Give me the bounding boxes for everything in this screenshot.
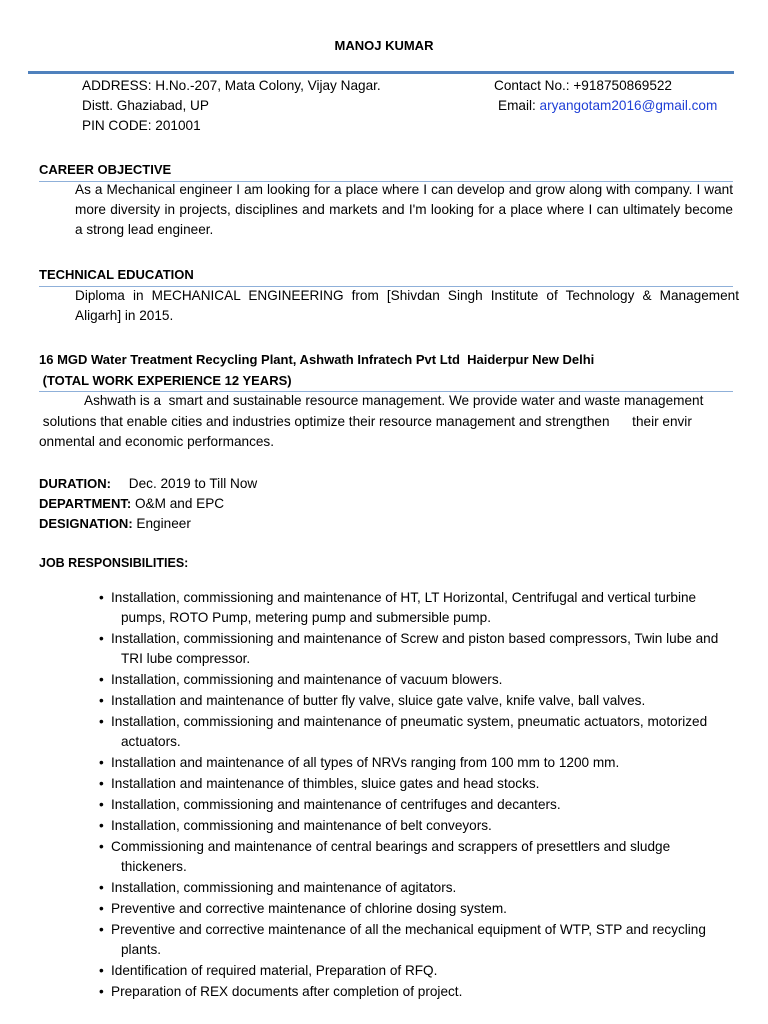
responsibility-item (99, 795, 732, 815)
resume-name: MANOJ KUMAR (334, 38, 434, 53)
responsibility-item (99, 920, 732, 960)
total-experience: (TOTAL WORK EXPERIENCE 12 YEARS) (39, 373, 292, 388)
experience-title: 16 MGD Water Treatment Recycling Plant, Ashwath Infratech Pvt Ltd Haiderpur New Delhi (39, 352, 595, 367)
responsibility-text: actuators. (121, 734, 181, 749)
duration-label: DURATION: (39, 476, 111, 491)
department-value: O&M and EPC (131, 496, 225, 511)
address-block (82, 76, 482, 136)
designation-value: Engineer (132, 516, 191, 531)
email-row (494, 96, 754, 116)
responsibility-text: Preventive and corrective maintenance of chlorine dosing system. (111, 901, 507, 916)
bullet-icon: • (99, 693, 104, 708)
header-divider (28, 71, 734, 74)
responsibility-item (99, 837, 732, 877)
responsibility-item (99, 878, 732, 898)
email-label: Email: (498, 98, 540, 113)
bullet-icon: • (99, 672, 104, 687)
responsibility-text: Installation and maintenance of thimbles, sluice gates and head stocks. (111, 776, 540, 791)
responsibilities-list (99, 588, 732, 1003)
responsibility-text: Installation and maintenance of butter fly valve, sluice gate valve, knife valve, ball valves. (111, 693, 646, 708)
responsibility-text: Installation, commissioning and maintenance of vacuum blowers. (111, 672, 503, 687)
designation-row (39, 514, 191, 534)
responsibility-item (99, 588, 732, 628)
technical-education-heading: TECHNICAL EDUCATION (39, 267, 194, 282)
responsibility-text: TRI lube compressor. (121, 651, 251, 666)
responsibility-text: Identification of required material, Preparation of RFQ. (111, 963, 438, 978)
responsibility-text: Preparation of REX documents after completion of project. (111, 984, 463, 999)
bullet-icon: • (99, 818, 104, 833)
technical-education-text: Diploma in MECHANICAL ENGINEERING from [Shivdan Singh Institute of Technology & Management Aligarh] in 2015. (75, 288, 739, 323)
responsibility-text: Installation, commissioning and maintenance of Screw and piston based compressors, Twin lube and (111, 631, 719, 646)
bullet-icon: • (99, 755, 104, 770)
responsibility-text: Installation and maintenance of all types of NRVs ranging from 100 mm to 1200 mm. (111, 755, 620, 770)
responsibility-text: thickeners. (121, 859, 187, 874)
responsibility-item (99, 670, 732, 690)
responsibility-text: Installation, commissioning and maintenance of belt conveyors. (111, 818, 492, 833)
career-objective-text: As a Mechanical engineer I am looking for a place where I can develop and grow along with company. I want more diversity in projects, disciplines and markets and I'm looking for a place where I can ultimately become a strong lead engineer. (75, 182, 733, 237)
bullet-icon: • (99, 631, 104, 646)
responsibility-item (99, 691, 732, 711)
company-description-line: onmental and economic performances. (39, 434, 274, 449)
job-responsibilities-heading: JOB RESPONSIBILITIES: (39, 556, 189, 570)
bullet-icon: • (99, 797, 104, 812)
designation-label: DESIGNATION: (39, 516, 133, 531)
pin-code: PIN CODE: 201001 (82, 118, 201, 133)
responsibility-text: plants. (121, 942, 162, 957)
bullet-icon: • (99, 714, 104, 729)
contact-block (494, 76, 754, 116)
department-label: DEPARTMENT: (39, 496, 132, 511)
bullet-icon: • (99, 901, 104, 916)
duration-row (39, 474, 257, 494)
email-link[interactable]: aryangotam2016@gmail.com (539, 98, 718, 113)
career-objective-heading: CAREER OBJECTIVE (39, 162, 172, 177)
bullet-icon: • (99, 963, 104, 978)
bullet-icon: • (99, 984, 104, 999)
company-description-line: solutions that enable cities and industries optimize their resource management and strengthen their envir (39, 414, 692, 429)
bullet-icon: • (99, 839, 104, 854)
bullet-icon: • (99, 922, 104, 937)
address-line: ADDRESS: H.No.-207, Mata Colony, Vijay Nagar. (82, 78, 381, 93)
responsibility-text: Commissioning and maintenance of central bearings and scrappers of presettlers and sludge (111, 839, 671, 854)
company-description-line: Ashwath is a smart and sustainable resource management. We provide water and waste management (84, 393, 704, 408)
responsibility-item (99, 816, 732, 836)
responsibility-text: Installation, commissioning and maintenance of HT, LT Horizontal, Centrifugal and vertical turbine (111, 590, 697, 605)
responsibility-item (99, 961, 732, 981)
responsibility-text: Installation, commissioning and maintenance of agitators. (111, 880, 457, 895)
responsibility-text: Installation, commissioning and maintenance of pneumatic system, pneumatic actuators, motorized (111, 714, 708, 729)
duration-value: Dec. 2019 to Till Now (128, 476, 258, 491)
responsibility-item (99, 899, 732, 919)
bullet-icon: • (99, 590, 104, 605)
address-line: Distt. Ghaziabad, UP (82, 98, 209, 113)
responsibility-text: Preventive and corrective maintenance of all the mechanical equipment of WTP, STP and recycling (111, 922, 706, 937)
bullet-icon: • (99, 776, 104, 791)
responsibility-item (99, 774, 732, 794)
responsibility-item (99, 712, 732, 752)
responsibility-item (99, 629, 732, 669)
responsibility-text: Installation, commissioning and maintenance of centrifuges and decanters. (111, 797, 561, 812)
bullet-icon: • (99, 880, 104, 895)
contact-phone: Contact No.: +918750869522 (494, 78, 672, 93)
department-row (39, 494, 224, 514)
responsibility-item (99, 753, 732, 773)
responsibility-item (99, 982, 732, 1002)
responsibility-text: pumps, ROTO Pump, metering pump and submersible pump. (121, 610, 491, 625)
